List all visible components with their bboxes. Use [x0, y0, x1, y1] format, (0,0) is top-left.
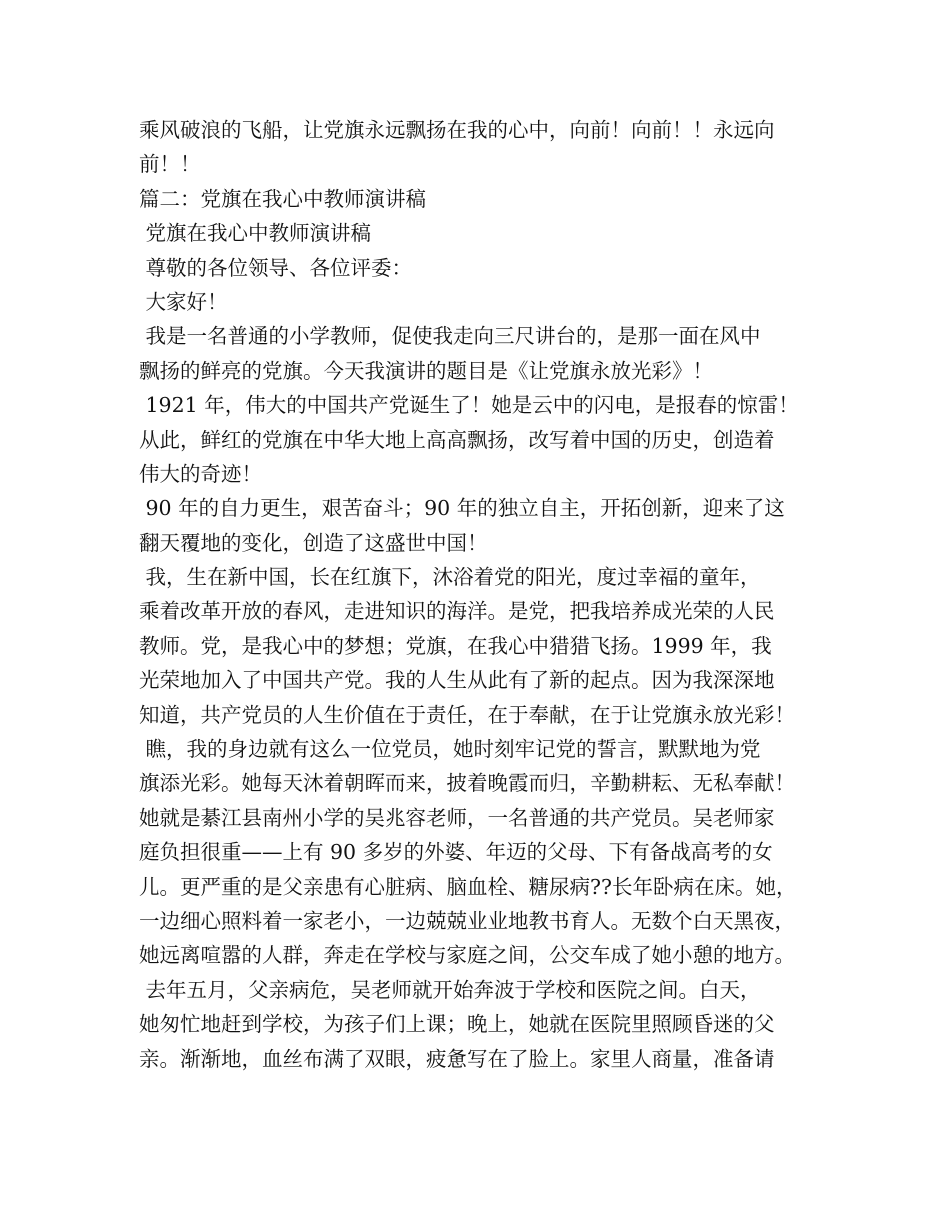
text-line: 亲。渐渐地，血丝布满了双眼，疲惫写在了脸上。家里人商量，准备请 [139, 1046, 775, 1071]
text-line: 我是一名普通的小学教师，促使我走向三尺讲台的，是那一面在风中 [139, 324, 761, 349]
text-line: 瞧，我的身边就有这么一位党员，她时刻牢记党的誓言，默默地为党 [139, 737, 761, 762]
text-line: 她就是綦江县南州小学的吴兆容老师，一名普通的共产党员。吴老师家 [139, 805, 775, 830]
text-line: 光荣地加入了中国共产党。我的人生从此有了新的起点。因为我深深地 [139, 668, 775, 693]
salutation: 尊敬的各位领导、各位评委： [139, 255, 413, 280]
text-line: 庭负担很重——上有 90 多岁的外婆、年迈的父母、下有备战高考的女 [139, 840, 773, 865]
text-line: 90 年的自力更生，艰苦奋斗；90 年的独立自主，开拓创新，迎来了这 [139, 496, 785, 521]
section-heading: 篇二：党旗在我心中教师演讲稿 [139, 186, 426, 211]
text-line: 我，生在新中国，长在红旗下，沐浴着党的阳光，度过幸福的童年， [139, 565, 761, 590]
text-line: 去年五月，父亲病危，吴老师就开始奔波于学校和医院之间。白天， [139, 977, 761, 1002]
text-line: 从此，鲜红的党旗在中华大地上高高飘扬，改写着中国的历史，创造着 [139, 427, 775, 452]
text-line: 飘扬的鲜亮的党旗。今天我演讲的题目是《让党旗永放光彩》！ [139, 358, 713, 383]
text-line: 儿。更严重的是父亲患有心脏病、脑血栓、糖尿病??长年卧病在床。她， [139, 874, 797, 899]
text-line: 翻天覆地的变化，创造了这盛世中国！ [139, 530, 488, 555]
greeting: 大家好！ [139, 289, 228, 314]
text-line: 知道，共产党员的人生价值在于责任，在于奉献，在于让党旗永放光彩！ [139, 702, 795, 727]
text-line: 教师。党，是我心中的梦想；党旗，在我心中猎猎飞扬。1999 年，我 [139, 633, 772, 658]
text-line: 她匆忙地赶到学校，为孩子们上课；晚上，她就在医院里照顾昏迷的父 [139, 1012, 775, 1037]
text-line: 一边细心照料着一家老小，一边兢兢业业地教书育人。无数个白天黑夜， [139, 908, 795, 933]
text-line: 伟大的奇迹！ [139, 461, 262, 486]
text-line: 乘着改革开放的春风，走进知识的海洋。是党，把我培养成光荣的人民 [139, 599, 775, 624]
text-line: 乘风破浪的飞船，让党旗永远飘扬在我的心中，向前！向前！！永远向 [139, 118, 775, 142]
document-body [139, 113, 829, 1076]
text-line: 旗添光彩。她每天沐着朝晖而来，披着晚霞而归，辛勤耕耘、无私奉献！ [139, 771, 795, 796]
text-line: 前！！ [139, 152, 201, 177]
text-line: 她远离喧嚣的人群，奔走在学校与家庭之间，公交车成了她小憩的地方。 [139, 943, 795, 968]
speech-title: 党旗在我心中教师演讲稿 [139, 221, 372, 246]
text-line: 1921 年，伟大的中国共产党诞生了！她是云中的闪电，是报春的惊雷！ [139, 393, 799, 418]
